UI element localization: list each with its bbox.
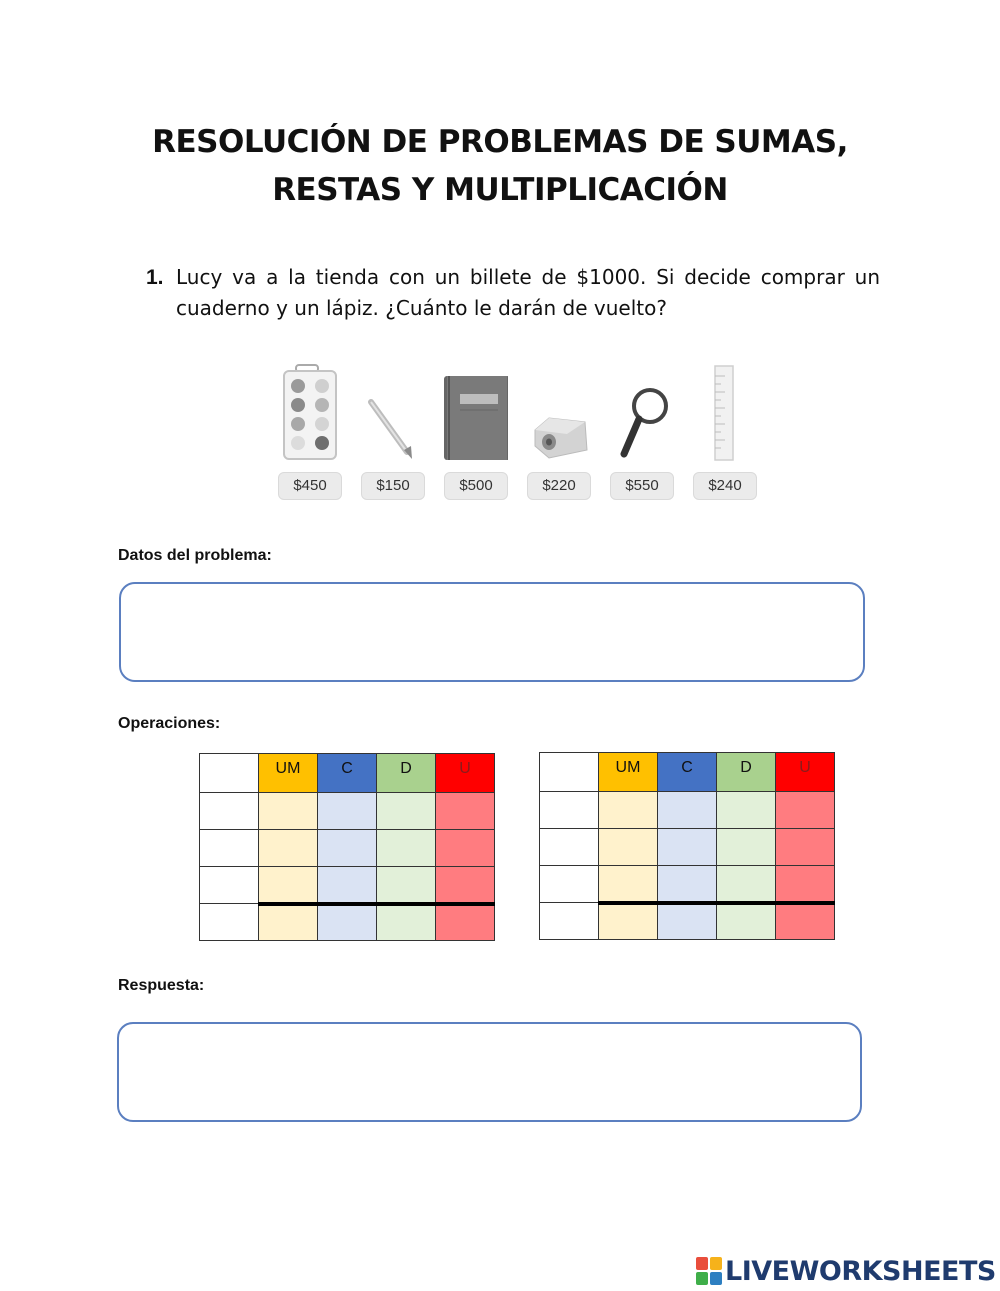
digit-cell[interactable] <box>599 829 658 866</box>
digit-cell[interactable] <box>776 792 835 829</box>
item-sharpener <box>527 362 591 504</box>
digit-cell[interactable] <box>717 829 776 866</box>
notebook-icon <box>444 362 508 462</box>
digit-cell[interactable] <box>599 866 658 903</box>
price-label: $150 <box>361 472 425 500</box>
digit-cell[interactable] <box>436 793 495 830</box>
header-d: D <box>377 754 436 793</box>
operaciones-label: Operaciones: <box>118 715 221 732</box>
digit-cell[interactable] <box>436 830 495 867</box>
header-d: D <box>717 753 776 792</box>
digit-cell[interactable] <box>658 866 717 903</box>
digit-cell[interactable] <box>717 792 776 829</box>
digit-cell[interactable] <box>599 792 658 829</box>
datos-answer-box[interactable] <box>119 582 865 682</box>
header-um: UM <box>599 753 658 792</box>
result-cell[interactable] <box>436 904 495 941</box>
price-label: $240 <box>693 472 757 500</box>
page-title <box>0 118 1000 214</box>
operations-table-2 <box>539 752 835 940</box>
sharpener-icon <box>527 362 591 462</box>
digit-cell[interactable] <box>318 867 377 904</box>
price-label: $450 <box>278 472 342 500</box>
row-label-cell[interactable] <box>200 904 259 941</box>
digit-cell[interactable] <box>259 867 318 904</box>
row-label-cell[interactable] <box>540 903 599 940</box>
title-line-2: RESTAS Y MULTIPLICACIÓN <box>272 172 728 208</box>
digit-cell[interactable] <box>717 866 776 903</box>
title-line-1: RESOLUCIÓN DE PROBLEMAS DE SUMAS, <box>152 124 848 160</box>
liveworksheets-logo <box>696 1253 996 1289</box>
respuesta-answer-box[interactable] <box>117 1022 862 1122</box>
pencil-icon <box>361 362 425 462</box>
digit-cell[interactable] <box>377 793 436 830</box>
item-palette <box>278 362 342 504</box>
result-cell[interactable] <box>318 904 377 941</box>
row-label-cell[interactable] <box>540 792 599 829</box>
question-line-1: Lucy va a la tienda con un billete de $1000. Si decide comprar un <box>176 265 880 289</box>
item-notebook <box>444 362 508 504</box>
result-cell[interactable] <box>259 904 318 941</box>
result-cell[interactable] <box>658 903 717 940</box>
digit-cell[interactable] <box>318 793 377 830</box>
digit-cell[interactable] <box>436 867 495 904</box>
item-magnifier <box>610 362 674 504</box>
item-pencil <box>361 362 425 504</box>
digit-cell[interactable] <box>318 830 377 867</box>
result-cell[interactable] <box>717 903 776 940</box>
digit-cell[interactable] <box>377 830 436 867</box>
item-ruler <box>693 362 757 504</box>
digit-cell[interactable] <box>259 793 318 830</box>
digit-cell[interactable] <box>658 829 717 866</box>
digit-cell[interactable] <box>259 830 318 867</box>
result-cell[interactable] <box>599 903 658 940</box>
digit-cell[interactable] <box>776 829 835 866</box>
items-row <box>276 362 766 504</box>
magnifying-glass-icon <box>610 362 674 462</box>
row-label-cell[interactable] <box>200 830 259 867</box>
question-text <box>176 262 880 324</box>
respuesta-label: Respuesta: <box>118 977 205 994</box>
question-line-2: cuaderno y un lápiz. ¿Cuánto le darán de vuelto? <box>176 296 667 320</box>
question-number: 1. <box>146 266 164 289</box>
row-label-cell[interactable] <box>200 867 259 904</box>
operations-table-1 <box>199 753 495 941</box>
datos-label: Datos del problema: <box>118 547 272 564</box>
watercolor-palette-icon <box>278 362 342 462</box>
price-label: $500 <box>444 472 508 500</box>
digit-cell[interactable] <box>658 792 717 829</box>
header-u: U <box>436 754 495 793</box>
header-c: C <box>318 754 377 793</box>
header-c: C <box>658 753 717 792</box>
row-label-cell[interactable] <box>540 866 599 903</box>
price-label: $550 <box>610 472 674 500</box>
row-label-cell[interactable] <box>200 754 259 793</box>
result-cell[interactable] <box>776 903 835 940</box>
digit-cell[interactable] <box>776 866 835 903</box>
header-um: UM <box>259 754 318 793</box>
logo-mark-icon <box>696 1257 722 1285</box>
header-u: U <box>776 753 835 792</box>
row-label-cell[interactable] <box>540 753 599 792</box>
brand-name: LIVEWORKSHEETS <box>725 1255 996 1287</box>
digit-cell[interactable] <box>377 867 436 904</box>
ruler-icon <box>693 362 757 462</box>
row-label-cell[interactable] <box>540 829 599 866</box>
price-label: $220 <box>527 472 591 500</box>
result-cell[interactable] <box>377 904 436 941</box>
row-label-cell[interactable] <box>200 793 259 830</box>
